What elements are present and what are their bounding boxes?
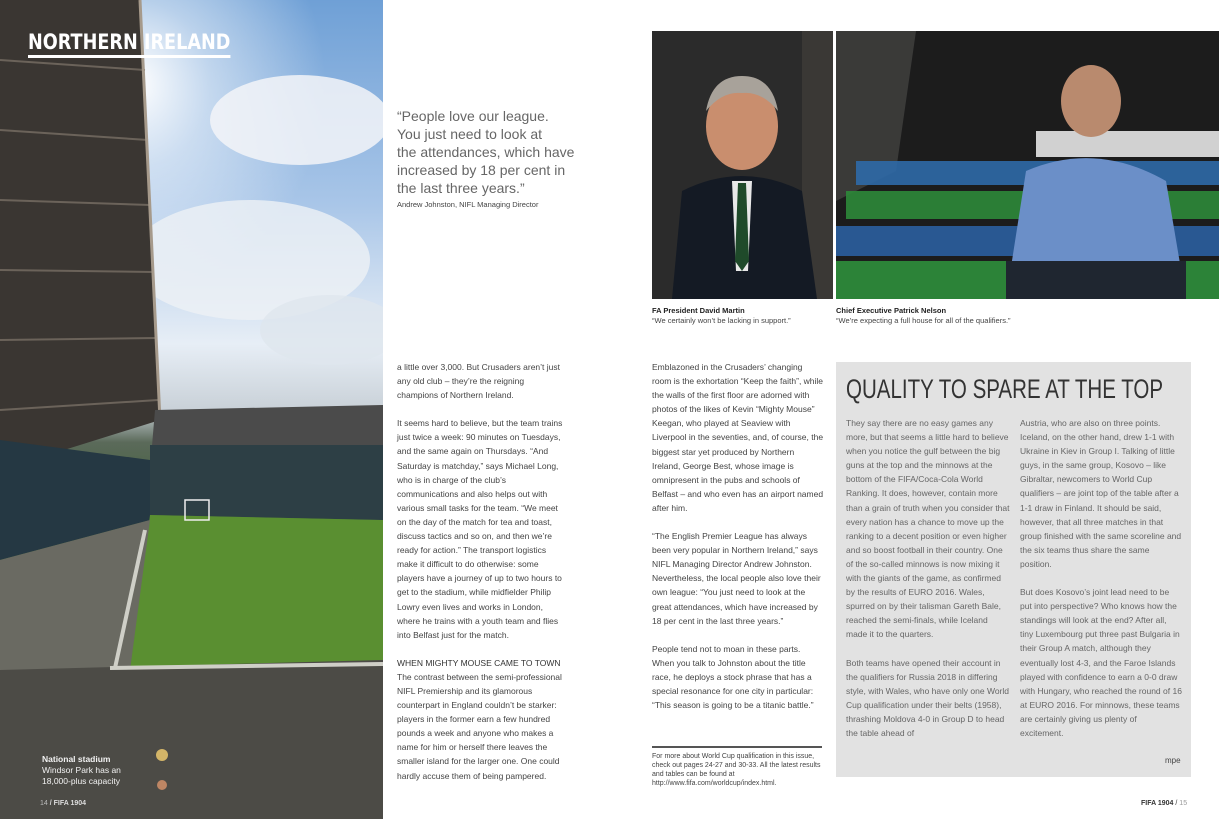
sidebar-box [836, 362, 1191, 777]
caption-patrick-nelson [836, 306, 1011, 325]
paragraph: a little over 3,000. But Crusaders aren’t just any old club – they’re the reigning champions of Northern Ireland. [397, 362, 560, 401]
pull-quote [397, 107, 597, 197]
page-number: 15 [1179, 800, 1188, 807]
sidebar-column-1 [846, 416, 1011, 754]
caption-david-martin [652, 306, 791, 325]
caption-name: FA President David Martin [652, 306, 745, 315]
sidebar-paragraph: Austria, who are also on three points. Iceland, on the other hand, drew 1-1 with Ukraine in Kiev in Group I. Talking of little guys, in the same group, Kosovo – like Gibraltar, newcomers to World Cup qualifiers – are joint top of the table after a 1-1 draw in Finland. It should be said, however, that all three matches in that group finished with the same scoreline and the six teams thus share the same position. [1020, 418, 1182, 569]
paragraph: The contrast between the semi-professional NIFL Premiership and its glamorous counterpart in England couldn’t be starker: players in the former earn a few hundred pounds a week and anyone who makes a name for him or herself there leaves the smaller island for the larger one. One could hardly accuse them of being pampered. [397, 671, 562, 781]
paragraph: “The English Premier League has always been very popular in Northern Ireland,” says NIFL Managing Director Andrew Johnston. Nevertheless, the local people also love their own league: “You just need to look at the great attendances, which have increased by 18 per cent in the last three years.” [652, 531, 821, 626]
portrait-patrick-nelson [836, 31, 1219, 299]
subheading: WHEN MIGHTY MOUSE CAME TO TOWN [397, 657, 561, 668]
page-number: 14 [40, 800, 48, 807]
photo-caption [42, 754, 132, 787]
pull-quote-line: “People love our league. [397, 108, 549, 124]
sidebar-paragraph: They say there are no easy games any more, but that seems a little hard to believe when you notice the gulf between the big guns at the top and the minnows at the bottom of the FIFA/Coca-Cola World Ranking. It does, however, contain more than a grain of truth when you consider that every nation has a chance to move up the ranking to a decent position or even higher and so boost football in their country. One of the so-called minnows is now mixing it with the giants of the game, as confirmed by the results of EURO 2016. Wales, spurred on by their talisman Gareth Bale, reached the semi-finals, while Iceland made it to the quarters. [846, 418, 1010, 640]
article-column-2 [652, 360, 824, 712]
portrait-david-martin [652, 31, 833, 299]
footer-separator: / [49, 800, 52, 807]
pull-quote-line: the last three years.” [397, 180, 525, 196]
article-column-1 [397, 360, 567, 783]
pull-quote-line: You just need to look at [397, 126, 543, 142]
author-signature: mpe [1165, 756, 1181, 765]
caption-quote: “We certainly won’t be lacking in support.” [652, 315, 791, 325]
footer-separator: / [1175, 800, 1178, 807]
footer-right [1141, 800, 1187, 807]
paragraph: Emblazoned in the Crusaders’ changing room is the exhortation “Keep the faith”, while the walls of the first floor are adorned with photos of the likes of Kevin “Mighty Mouse” Keegan, who played at Seaview with Liverpool in the seventies, and, of course, the biggest star yet produced by Northern Ireland, George Best, whose image is omnipresent in the pubs and schools of Belfast – and who even has an airport named after him. [652, 362, 824, 513]
paragraph: It seems hard to believe, but the team trains just twice a week: 90 minutes on Tuesdays, and the same again on Thursdays. “And Saturday is matchday,” says Michael Long, who is in charge of the club’s communications and also helps out with various small tasks for the team. “We meet on the day of the match for tea and toast, discuss tactics and so on, and then we’re ready for action.” The transport logistics make it difficult to do otherwise: some players have a journey of up to two hours to get to the stadium, while midfielder Philip Lowry even lives and works in London, where he trains with a youth team and flies into Belfast just for the match. [397, 418, 563, 640]
section-header: NORTHERN IRELAND [28, 30, 230, 58]
pull-quote-attribution: Andrew Johnston, NIFL Managing Director [397, 200, 539, 209]
magazine-name: FIFA 1904 [1141, 800, 1174, 807]
sidebar-column-2 [1020, 416, 1182, 754]
caption-quote: “We’re expecting a full house for all of the qualifiers.” [836, 315, 1011, 325]
stadium-illustration [0, 0, 383, 819]
stadium-photo [0, 0, 383, 819]
portrait-nelson-illustration [836, 31, 1219, 299]
sidebar-title: QUALITY TO SPARE AT THE TOP [846, 374, 1164, 404]
photo-caption-line: Windsor Park has an [42, 765, 121, 775]
photo-caption-title: National stadium [42, 754, 111, 764]
pull-quote-line: the attendances, which have [397, 144, 575, 160]
magazine-name: FIFA 1904 [53, 800, 87, 807]
sidebar-paragraph: But does Kosovo’s joint lead need to be put into perspective? Who knows how the standings will look at the end? After all, tiny Luxembourg put three past Bulgaria in their Group A match, although they eventually lost 4-3, and the Faroe Islands played with confidence to earn a 0-0 draw with Hungary, who reached the round of 16 at EURO 2016. For minnows, these teams are certainly giving us plenty of excitement. [1020, 587, 1182, 738]
footer-left [40, 800, 86, 807]
caption-name: Chief Executive Patrick Nelson [836, 306, 947, 315]
portrait-martin-illustration [652, 31, 833, 299]
photo-caption-line: 18,000-plus capacity [42, 776, 120, 786]
footnote: For more about World Cup qualification in this issue, check out pages 24-27 and 30-33. All the latest results and tables can be found at http://www.fifa.com/worldcup/index.html. [652, 746, 822, 788]
paragraph: People tend not to moan in these parts. When you talk to Johnston about the title race, he deploys a stock phrase that has a special resonance for one city in particular: “This season is going to be a titanic battle.” [652, 643, 814, 711]
pull-quote-line: increased by 18 per cent in [397, 162, 566, 178]
sidebar-paragraph: Both teams have opened their account in the qualifiers for Russia 2018 in differing style, with Wales, who have only one World Cup qualification under their belts (1958), thrashing Moldova 4-0 in Group D to head the table ahead of [846, 657, 1009, 738]
